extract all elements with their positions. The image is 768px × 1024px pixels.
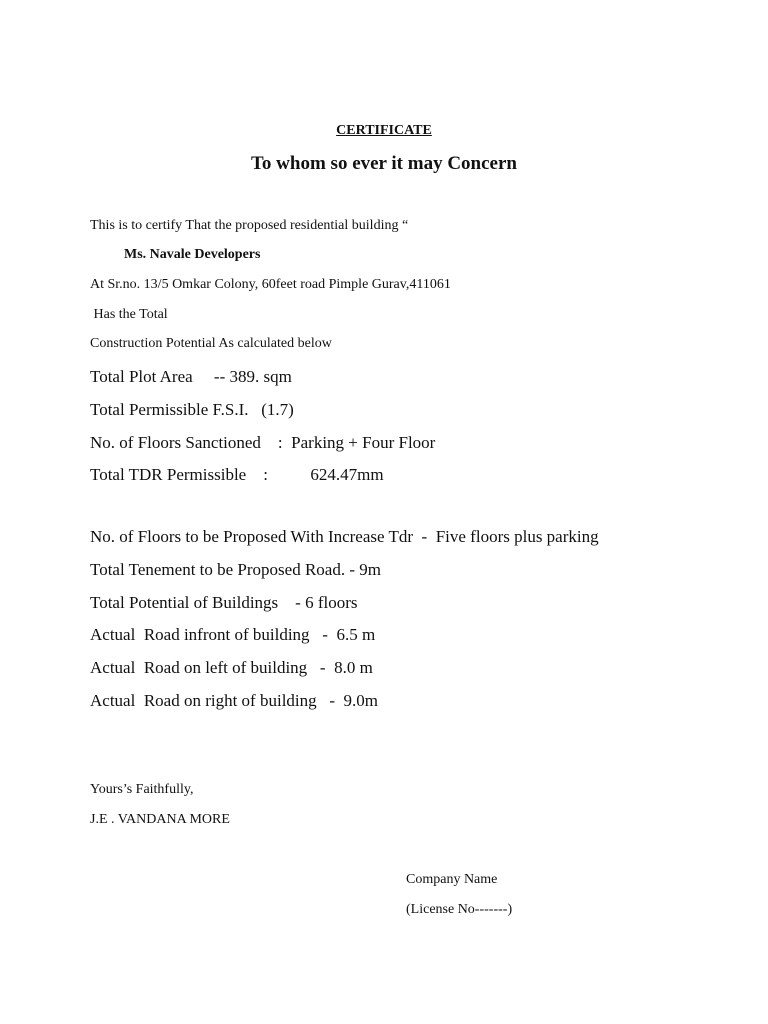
tenement-line: Total Tenement to be Proposed Road. - 9m	[90, 560, 381, 579]
closing-text: Yours’s Faithfully,	[90, 782, 194, 797]
total-text: Has the Total	[90, 307, 168, 322]
intro-text: This is to certify That the proposed residential building “	[90, 218, 409, 233]
plot-area-line: Total Plot Area -- 389. sqm	[90, 367, 292, 386]
signatory-name: J.E . VANDANA MORE	[90, 812, 230, 827]
developer-name: Ms. Navale Developers	[124, 247, 261, 262]
floors-sanctioned-line: No. of Floors Sanctioned : Parking + Four Floor	[90, 433, 436, 452]
road-right-line: Actual Road on right of building - 9.0m	[90, 691, 379, 710]
road-front-line: Actual Road infront of building - 6.5 m	[90, 625, 376, 644]
construction-potential-text: Construction Potential As calculated below	[90, 336, 332, 351]
address-text: At Sr.no. 13/5 Omkar Colony, 60feet road Pimple Gurav,411061	[90, 277, 451, 292]
certificate-title: CERTIFICATE	[336, 123, 432, 138]
road-left-line: Actual Road on left of building - 8.0 m	[90, 658, 373, 677]
company-name: Company Name	[406, 872, 498, 887]
floors-proposed-line: No. of Floors to be Proposed With Increase Tdr - Five floors plus parking	[90, 527, 599, 546]
concern-heading: To whom so ever it may Concern	[251, 153, 517, 174]
fsi-line: Total Permissible F.S.I. (1.7)	[90, 400, 294, 419]
license-number: (License No-------)	[406, 902, 513, 917]
total-potential-line: Total Potential of Buildings - 6 floors	[90, 593, 358, 612]
tdr-permissible-line: Total TDR Permissible : 624.47mm	[90, 465, 384, 484]
